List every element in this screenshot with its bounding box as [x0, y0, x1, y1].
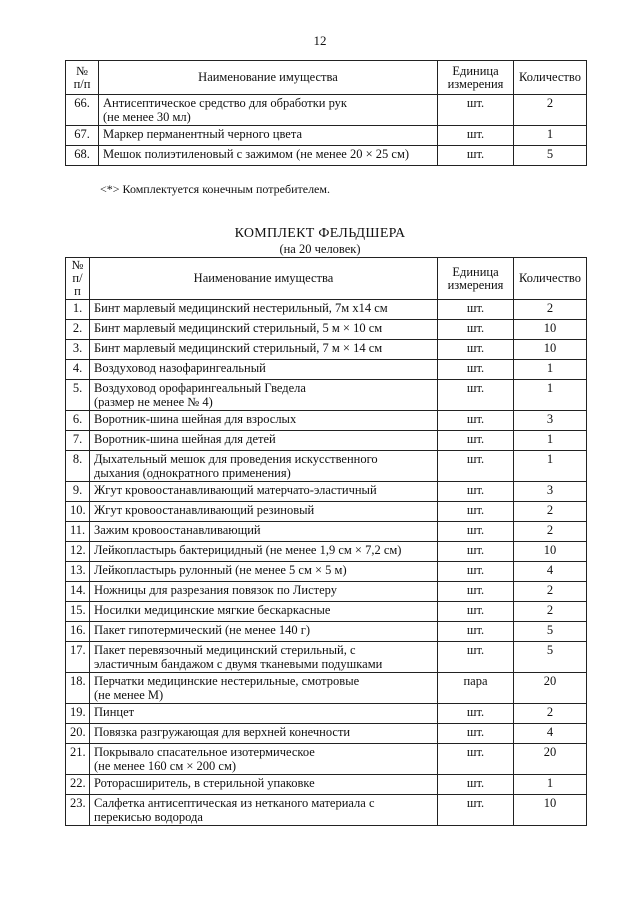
item-name: Покрывало спасательное изотермическое (не менее 160 см × 200 см)	[90, 744, 438, 775]
item-name: Жгут кровоостанавливающий матерчато-эластичный	[90, 482, 438, 502]
item-unit: шт.	[438, 502, 514, 522]
table-row	[66, 482, 587, 502]
row-number: 10.	[66, 502, 90, 522]
item-name: Бинт марлевый медицинский нестерильный, 7м x14 см	[90, 300, 438, 320]
item-unit: шт.	[438, 431, 514, 451]
item-quantity: 10	[514, 542, 587, 562]
item-quantity: 4	[514, 562, 587, 582]
table-row	[66, 451, 587, 482]
item-unit: шт.	[438, 320, 514, 340]
table-row	[66, 431, 587, 451]
row-number: 16.	[66, 622, 90, 642]
item-unit: шт.	[438, 744, 514, 775]
item-name: Бинт марлевый медицинский стерильный, 5 м × 10 см	[90, 320, 438, 340]
header-number: № п/п	[66, 61, 99, 95]
item-quantity: 5	[514, 642, 587, 673]
table1-body	[66, 95, 587, 166]
table-row	[66, 300, 587, 320]
item-unit: шт.	[438, 300, 514, 320]
row-number: 12.	[66, 542, 90, 562]
item-name: Лейкопластырь бактерицидный (не менее 1,9 см × 7,2 см)	[90, 542, 438, 562]
row-number: 4.	[66, 360, 90, 380]
item-name: Воздуховод назофарингеальный	[90, 360, 438, 380]
item-unit: шт.	[438, 642, 514, 673]
item-name: Салфетка антисептическая из нетканого материала с перекисью водорода	[90, 795, 438, 826]
item-unit: шт.	[438, 451, 514, 482]
item-quantity: 4	[514, 724, 587, 744]
row-number: 67.	[66, 126, 99, 146]
header-name: Наименование имущества	[99, 61, 438, 95]
item-quantity: 10	[514, 795, 587, 826]
row-number: 18.	[66, 673, 90, 704]
footnote: <*> Комплектуется конечным потребителем.	[100, 182, 330, 196]
item-name: Перчатки медицинские нестерильные, смотровые (не менее М)	[90, 673, 438, 704]
paramedic-kit-table	[65, 257, 587, 826]
item-quantity: 1	[514, 360, 587, 380]
row-number: 3.	[66, 340, 90, 360]
row-number: 21.	[66, 744, 90, 775]
item-quantity: 20	[514, 744, 587, 775]
table-row	[66, 602, 587, 622]
row-number: 14.	[66, 582, 90, 602]
item-quantity: 2	[514, 582, 587, 602]
item-unit: пара	[438, 673, 514, 704]
table-row	[66, 775, 587, 795]
equipment-table-continued	[65, 60, 587, 166]
row-number: 68.	[66, 146, 99, 166]
table-row	[66, 542, 587, 562]
item-unit: шт.	[438, 602, 514, 622]
item-name: Дыхательный мешок для проведения искусственного дыхания (однократного применения)	[90, 451, 438, 482]
row-number: 6.	[66, 411, 90, 431]
item-unit: шт.	[438, 582, 514, 602]
item-name: Антисептическое средство для обработки рук (не менее 30 мл)	[99, 95, 438, 126]
item-unit: шт.	[438, 146, 514, 166]
item-unit: шт.	[438, 360, 514, 380]
item-quantity: 10	[514, 320, 587, 340]
item-name: Зажим кровоостанавливающий	[90, 522, 438, 542]
table-row	[66, 704, 587, 724]
header-unit: Единица измерения	[438, 258, 514, 300]
item-quantity: 5	[514, 146, 587, 166]
item-unit: шт.	[438, 795, 514, 826]
table-row	[66, 744, 587, 775]
item-quantity: 1	[514, 431, 587, 451]
row-number: 20.	[66, 724, 90, 744]
row-number: 19.	[66, 704, 90, 724]
item-quantity: 2	[514, 704, 587, 724]
item-unit: шт.	[438, 542, 514, 562]
page-number: 12	[313, 33, 327, 48]
row-number: 9.	[66, 482, 90, 502]
table-row	[66, 622, 587, 642]
kit-subtitle: (на 20 человек)	[279, 242, 361, 256]
row-number: 17.	[66, 642, 90, 673]
item-quantity: 1	[514, 775, 587, 795]
table-row	[66, 502, 587, 522]
row-number: 11.	[66, 522, 90, 542]
item-unit: шт.	[438, 411, 514, 431]
item-quantity: 2	[514, 300, 587, 320]
item-name: Жгут кровоостанавливающий резиновый	[90, 502, 438, 522]
item-name: Пинцет	[90, 704, 438, 724]
item-quantity: 1	[514, 451, 587, 482]
item-quantity: 3	[514, 482, 587, 502]
table-row	[66, 795, 587, 826]
item-name: Воздуховод орофарингеальный Гведела (размер не менее № 4)	[90, 380, 438, 411]
item-quantity: 5	[514, 622, 587, 642]
row-number: 22.	[66, 775, 90, 795]
item-unit: шт.	[438, 380, 514, 411]
item-name: Ножницы для разрезания повязок по Листеру	[90, 582, 438, 602]
header-quantity: Количество	[514, 61, 587, 95]
table-row	[66, 522, 587, 542]
item-name: Пакет гипотермический (не менее 140 г)	[90, 622, 438, 642]
table-row	[66, 340, 587, 360]
item-name: Повязка разгружающая для верхней конечности	[90, 724, 438, 744]
header-number: № п/п	[66, 258, 90, 300]
kit-title: КОМПЛЕКТ ФЕЛЬДШЕРА	[234, 226, 406, 241]
item-quantity: 2	[514, 95, 587, 126]
table-row	[66, 582, 587, 602]
table-row	[66, 642, 587, 673]
header-name: Наименование имущества	[90, 258, 438, 300]
table-row	[66, 673, 587, 704]
item-unit: шт.	[438, 95, 514, 126]
row-number: 13.	[66, 562, 90, 582]
item-name: Носилки медицинские мягкие бескаркасные	[90, 602, 438, 622]
item-name: Воротник-шина шейная для детей	[90, 431, 438, 451]
item-name: Лейкопластырь рулонный (не менее 5 см × 5 м)	[90, 562, 438, 582]
item-quantity: 1	[514, 126, 587, 146]
item-name: Воротник-шина шейная для взрослых	[90, 411, 438, 431]
item-quantity: 2	[514, 602, 587, 622]
item-quantity: 2	[514, 522, 587, 542]
item-unit: шт.	[438, 562, 514, 582]
row-number: 1.	[66, 300, 90, 320]
item-unit: шт.	[438, 522, 514, 542]
row-number: 8.	[66, 451, 90, 482]
table-row	[66, 360, 587, 380]
item-unit: шт.	[438, 622, 514, 642]
table-row	[66, 724, 587, 744]
row-number: 23.	[66, 795, 90, 826]
item-unit: шт.	[438, 482, 514, 502]
item-unit: шт.	[438, 724, 514, 744]
table-row	[66, 126, 587, 146]
table-row	[66, 146, 587, 166]
item-unit: шт.	[438, 704, 514, 724]
row-number: 15.	[66, 602, 90, 622]
item-quantity: 20	[514, 673, 587, 704]
item-quantity: 1	[514, 380, 587, 411]
item-name: Бинт марлевый медицинский стерильный, 7 м × 14 см	[90, 340, 438, 360]
item-quantity: 3	[514, 411, 587, 431]
item-unit: шт.	[438, 775, 514, 795]
table-row	[66, 320, 587, 340]
row-number: 5.	[66, 380, 90, 411]
item-quantity: 2	[514, 502, 587, 522]
item-name: Пакет перевязочный медицинский стерильный, с эластичным бандажом с двумя тканевыми подушками	[90, 642, 438, 673]
item-unit: шт.	[438, 126, 514, 146]
row-number: 7.	[66, 431, 90, 451]
table-row	[66, 562, 587, 582]
row-number: 66.	[66, 95, 99, 126]
table-row	[66, 411, 587, 431]
item-name: Роторасширитель, в стерильной упаковке	[90, 775, 438, 795]
table-row	[66, 380, 587, 411]
item-name: Маркер перманентный черного цвета	[99, 126, 438, 146]
item-quantity: 10	[514, 340, 587, 360]
item-name: Мешок полиэтиленовый с зажимом (не менее 20 × 25 см)	[99, 146, 438, 166]
table2-body	[66, 300, 587, 826]
header-unit: Единица измерения	[438, 61, 514, 95]
header-quantity: Количество	[514, 258, 587, 300]
item-unit: шт.	[438, 340, 514, 360]
table-row	[66, 95, 587, 126]
row-number: 2.	[66, 320, 90, 340]
